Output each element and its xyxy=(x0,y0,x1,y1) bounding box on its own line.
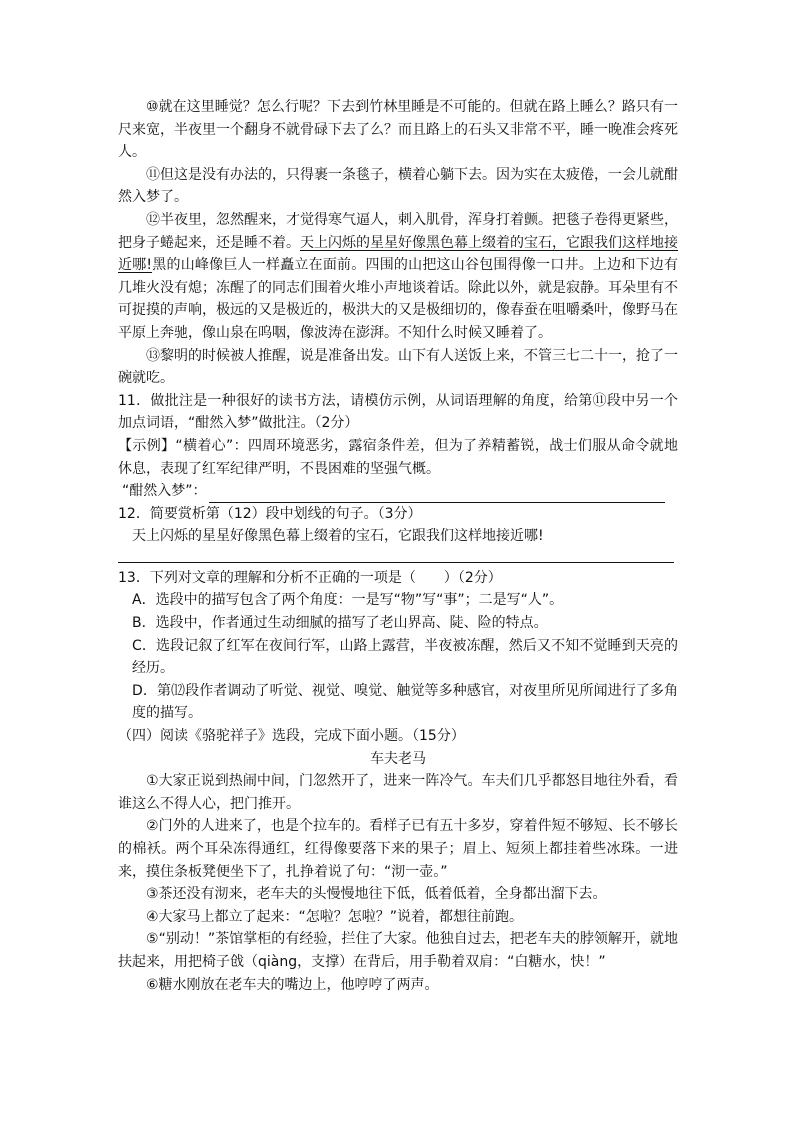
option-a: A．选段中的描写包含了两个角度：一是写“物”写“事”；二是写“人”。 xyxy=(132,592,564,609)
paragraph-12-before: ⑫半夜里，忽然醒来，才觉得寒气逼人，刺入肌骨，浑身打着颤。把毯子卷得更紧些，把身子蜷起来，还是睡不着。 xyxy=(118,211,678,251)
question-11-example: 【示例】“横着心”：四周环境恶劣，露宿条件差，但为了养精蓄锐，战士们服从命令就地休息，表现了红军纪律严明，不畏困难的坚强气概。 xyxy=(118,437,678,477)
question-11-answer-label: “酣然入梦”： xyxy=(122,483,207,500)
paragraph-11: ⑪但这是没有办法的，只得裹一条毯子，横着心躺下去。因为实在太疲倦，一会儿就酣然入梦了。 xyxy=(118,166,678,206)
document-page xyxy=(118,96,678,996)
question-12-quote: 天上闪烁的星星好像黑色幕上缀着的宝石，它跟我们这样地接近哪! xyxy=(132,528,544,545)
paragraph-s6: ⑥糖水刚放在老车夫的嘴边上，他哼哼了两声。 xyxy=(146,976,439,993)
paragraph-12 xyxy=(118,209,678,345)
paragraph-12-after: 黑的山峰像巨人一样矗立在面前。四围的山把这山谷包围得像一口井。上边和下边有几堆火没有熄；冻醒了的同志们围着火堆小声地谈着话。除此以外，就是寂静。耳朵里有不可捉摸的声响，极远的又是极近的，极洪大的又是极细切的，像春蚕在咀嚼桑叶，像野马在平原上奔驰，像山泉在呜咽，像波涛在澎湃。不知什么时候又睡着了。 xyxy=(118,257,678,341)
passage-title: 车夫老马 xyxy=(370,750,426,767)
paragraph-s1: ①大家正说到热闹中间，门忽然开了，进来一阵冷气。车夫们几乎都怒目地往外看，看谁这么不得人心，把门推开。 xyxy=(118,773,678,812)
paragraph-s3: ③茶还没有沏来，老车夫的头慢慢地往下低，低着低着，全身都出溜下去。 xyxy=(146,886,607,903)
underlined-sentence: 天上闪烁的星星好像黑色幕上缀着的宝石，它跟我们这样地接近哪! xyxy=(118,234,678,274)
option-c: C．选段记叙了红军在夜间行军，山路上露营，半夜被冻醒，然后又不知不觉睡到天亮的经历。 xyxy=(132,637,678,677)
question-12-stem: 12．简要赏析第（12）段中划线的句子。（3分） xyxy=(118,505,422,522)
paragraph-13: ⑬黎明的时候被人推醒，说是准备出发。山下有人送饭上来，不管三七二十一，抢了一碗就吃。 xyxy=(118,347,678,387)
question-11-answer-row xyxy=(118,480,678,503)
question-11-stem: 11．做批注是一种很好的读书方法，请模仿示例，从词语理解的角度，给第⑪段中另一个加点词语，“酣然入梦”做批注。（2分） xyxy=(118,392,678,432)
option-b: B．选段中，作者通过生动细腻的描写了老山界高、陡、险的特点。 xyxy=(132,615,548,632)
answer-line-11[interactable] xyxy=(209,486,665,503)
paragraph-s5: ⑤“别动！”茶馆掌柜的有经验，拦住了大家。他独自过去，把老车夫的脖领解开，就地扶起来，用把椅子戗（qiàng，支撑）在背后，用手勒着双肩：“白糖水，快！” xyxy=(118,931,678,970)
option-d: D．第⑿段作者调动了听觉、视觉、嗅觉、触觉等多种感官，对夜里所见所闻进行了多角度的描写。 xyxy=(132,682,678,722)
question-13-stem: 13．下列对文章的理解和分析不正确的一项是（ ）（2分） xyxy=(118,569,502,586)
paragraph-s4: ④大家马上都立了起来：“怎啦？怎啦？”说着，都想往前跑。 xyxy=(146,908,524,925)
paragraph-s2: ②门外的人进来了，也是个拉车的。看样子已有五十多岁，穿着件短不够短、长不够长的棉袄。两个耳朵冻得通红，红得像要落下来的果子；眉上、短须上都挂着些冰珠。一进来，摸住条板凳便坐下了，扎挣着说了句：“沏一壶。” xyxy=(118,818,678,880)
section-4-heading: （四）阅读《骆驼祥子》选段，完成下面小题。（15分） xyxy=(118,728,465,745)
answer-line-12[interactable] xyxy=(118,548,674,563)
paragraph-10: ⑩就在这里睡觉？怎么行呢？下去到竹林里睡是不可能的。但就在路上睡么？路只有一尺来宽，半夜里一个翻身不就骨碌下去了么？而且路上的石头又非常不平，睡一晚准会疼死人。 xyxy=(118,99,678,161)
